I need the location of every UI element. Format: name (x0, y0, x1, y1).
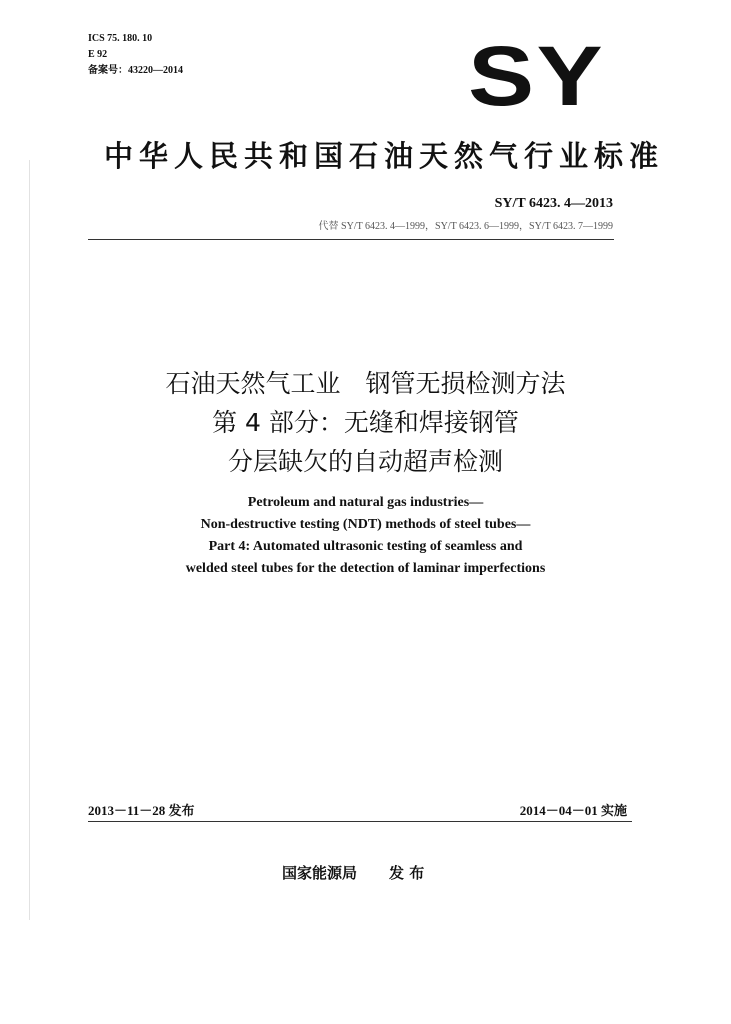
record-number: 备案号：43220—2014 (88, 65, 183, 76)
bottom-divider (88, 821, 632, 822)
chinese-title-line-2: 第 4 部分：无缝和焊接钢管 (212, 408, 519, 437)
ics-code: ICS 75. 180. 10 (88, 33, 153, 44)
class-code: E 92 (88, 49, 108, 60)
english-title-line-3: Part 4: Automated ultrasonic testing of seamless and (208, 539, 523, 554)
chinese-title-line-3: 分层缺欠的自动超声检测 (227, 447, 503, 476)
issue-date: 2013－11－28 发布 (88, 803, 195, 818)
replaces-note: 代替 SY/T 6423. 4—1999，SY/T 6423. 6—1999，SY/T 6423. 7—1999 (318, 221, 613, 232)
english-title-line-1: Petroleum and natural gas industries— (247, 495, 484, 510)
chinese-title-line-1: 石油天然气工业 钢管无损检测方法 (165, 369, 566, 398)
top-divider (88, 239, 614, 240)
english-title (0, 492, 731, 580)
classification-block (88, 31, 183, 79)
standard-number: SY/T 6423. 4—2013 (494, 196, 613, 211)
standard-category-title: 中华人民共和国石油天然气行业标准 (104, 139, 665, 173)
english-title-line-2: Non-destructive testing (NDT) methods of steel tubes— (200, 517, 531, 532)
english-title-line-4: welded steel tubes for the detection of laminar imperfections (185, 561, 546, 576)
implementation-date: 2014－04－01 实施 (519, 803, 627, 818)
sy-logo: SY (468, 29, 605, 123)
chinese-title (0, 364, 731, 481)
publisher-action: 发 布 (389, 864, 425, 882)
publisher-name: 国家能源局 (282, 864, 358, 882)
publisher-line (282, 862, 424, 883)
